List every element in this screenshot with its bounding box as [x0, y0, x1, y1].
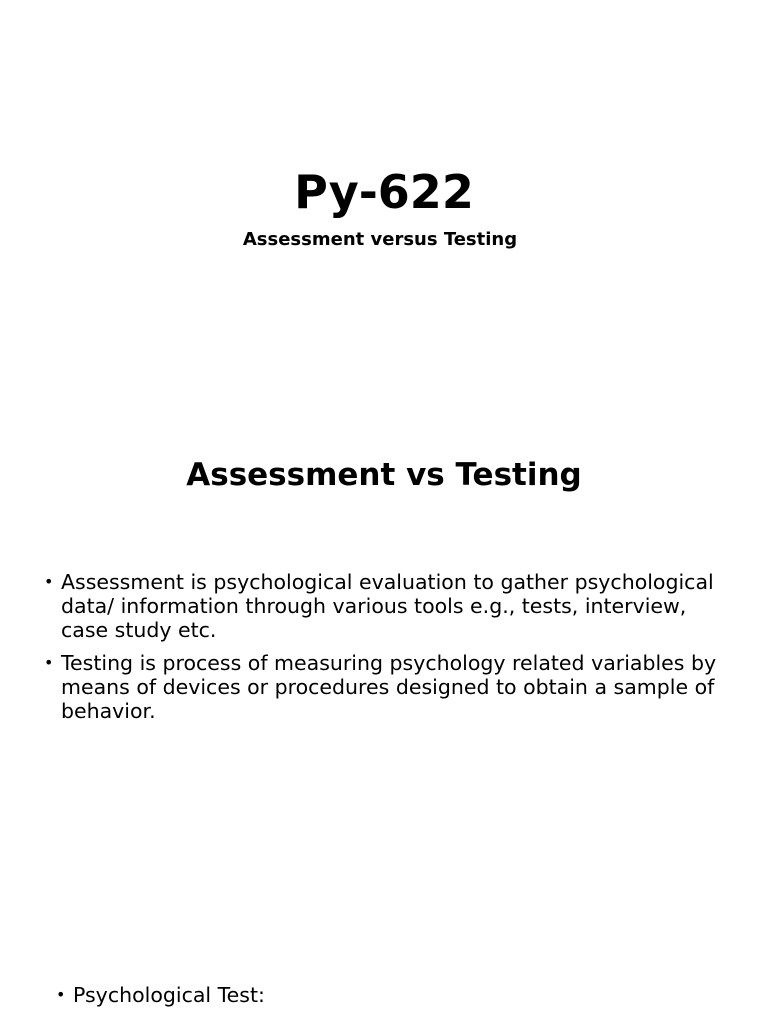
page-subtitle: Assessment versus Testing: [242, 229, 518, 250]
bullet-icon: •: [56, 985, 66, 1004]
bullet-icon: •: [44, 572, 54, 591]
page-title: Py-622: [294, 165, 474, 219]
list-item: [56, 983, 736, 1007]
bullet-text: Assessment is psychological evaluation to gather psychological data/ information through various tools e.g., tests, interview, case study etc.: [61, 570, 714, 642]
bullet-text: Psychological Test:: [73, 983, 265, 1007]
bullet-list: [56, 983, 736, 1007]
bullet-text: Testing is process of measuring psychology related variables by means of devices or procedures designed to obtain a sample of behavior.: [61, 651, 717, 723]
slide-title: [0, 0, 768, 360]
bullet-icon: •: [44, 653, 54, 672]
list-item: [44, 570, 724, 642]
slide-assessment-vs-testing: [0, 400, 768, 780]
slide-psychological-test: [0, 940, 768, 1024]
bullet-list: [44, 570, 724, 732]
section-title: Assessment vs Testing: [186, 457, 582, 493]
list-item: [44, 651, 724, 723]
